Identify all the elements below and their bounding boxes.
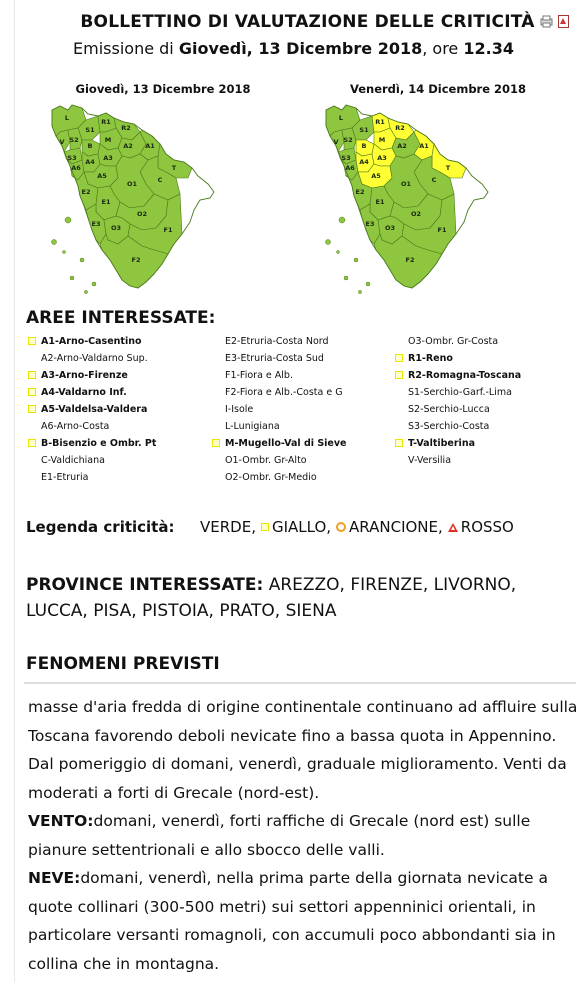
area-item <box>210 350 347 367</box>
island <box>337 251 340 254</box>
island <box>92 282 96 286</box>
yellow-square-icon <box>28 439 36 447</box>
area-label: A3-Arno-Firenze <box>41 370 128 381</box>
legend-items <box>200 518 514 536</box>
area-label: M-Mugello-Val di Sieve <box>225 438 347 449</box>
area-item <box>210 435 347 452</box>
area-item <box>210 452 347 469</box>
zone-label: A5 <box>371 172 381 180</box>
left-map-tuscany <box>40 100 220 300</box>
island <box>63 251 66 254</box>
island <box>52 240 57 245</box>
yellow-square-icon <box>395 371 403 379</box>
zone-label: O3 <box>110 224 122 232</box>
zone-label: F2 <box>131 256 141 264</box>
right-map-date: Venerdì, 14 Dicembre 2018 <box>349 82 527 96</box>
provinces-line <box>26 572 576 624</box>
yellow-square-icon <box>28 388 36 396</box>
emission-prefix: Emissione di <box>73 39 179 58</box>
zone-label: R1 <box>375 118 385 126</box>
page-title: BOLLETTINO DI VALUTAZIONE DELLE CRITICITÀ <box>80 12 535 32</box>
area-item <box>26 418 156 435</box>
area-item <box>210 333 347 350</box>
vento-label: VENTO: <box>28 812 94 830</box>
area-label: E3-Etruria-Costa Sud <box>225 353 324 364</box>
emission-date: Giovedì, 13 Dicembre 2018 <box>178 39 423 58</box>
area-item <box>26 435 156 452</box>
island <box>366 282 370 286</box>
areas-column-3 <box>393 333 521 469</box>
zone-label: S2 <box>69 136 79 144</box>
zone-label: A3 <box>377 154 387 162</box>
area-item <box>26 367 156 384</box>
emission-mid: , ore <box>422 39 464 58</box>
phenomena-text <box>28 693 580 978</box>
zone-label: A2 <box>397 142 407 150</box>
zone-label: A1 <box>145 142 155 150</box>
legend-rosso: ROSSO <box>460 518 514 536</box>
zone-label: E1 <box>101 198 111 206</box>
area-item <box>26 469 156 486</box>
zone-label: S1 <box>85 126 95 134</box>
zone-label: B <box>361 142 367 150</box>
area-label: O1-Ombr. Gr-Alto <box>225 455 307 466</box>
area-label: B-Bisenzio e Ombr. Pt <box>41 438 157 449</box>
zone-label: R2 <box>395 124 405 132</box>
area-item <box>210 418 347 435</box>
areas-heading: AREE INTERESSATE: <box>26 308 216 328</box>
area-label: V-Versilia <box>408 455 452 466</box>
right-map-tuscany <box>314 100 494 300</box>
yellow-square-icon <box>28 405 36 413</box>
zone-label: O1 <box>126 180 138 188</box>
vento-paragraph <box>28 807 580 864</box>
zone-label: A3 <box>103 154 113 162</box>
zone-label: B <box>87 142 93 150</box>
emission-line <box>0 39 587 58</box>
zone-label: A4 <box>359 158 369 166</box>
phenomena-intro: masse d'aria fredda di origine continentale continuano ad affluire sulla Toscana favorendo deboli nevicate fino a bassa quota in Appennino. Dal pomeriggio di domani, venerdì, graduale miglioramento. Venti da moderati a forti di Grecale (nord-est). <box>28 698 578 802</box>
area-item <box>393 333 521 350</box>
zone-label: E3 <box>91 220 101 228</box>
island <box>84 290 87 293</box>
area-label: A1-Arno-Casentino <box>41 336 142 347</box>
neve-paragraph <box>28 864 580 978</box>
zone-label: A2 <box>123 142 133 150</box>
zone-label: A4 <box>85 158 95 166</box>
area-item <box>210 367 347 384</box>
zone-label: R2 <box>121 124 131 132</box>
area-item <box>26 384 156 401</box>
area-item <box>210 384 347 401</box>
zone-label: L <box>64 114 70 122</box>
divider <box>24 682 576 684</box>
yellow-square-icon <box>261 523 269 531</box>
zone-label: F1 <box>437 226 447 234</box>
yellow-square-icon <box>395 439 403 447</box>
zone-label: F1 <box>163 226 173 234</box>
area-label: S1-Serchio-Garf.-Lima <box>408 387 512 398</box>
zone-label: A6 <box>345 164 355 172</box>
zone-label: S3 <box>67 154 77 162</box>
zone-label: F2 <box>405 256 415 264</box>
left-map-date: Giovedì, 13 Dicembre 2018 <box>75 82 251 96</box>
zone-label: C <box>157 176 163 184</box>
red-triangle-icon <box>448 523 458 532</box>
yellow-square-icon <box>212 439 220 447</box>
island <box>80 258 84 262</box>
area-label: A6-Arno-Costa <box>41 421 110 432</box>
island <box>354 258 358 262</box>
zone-label: E3 <box>365 220 375 228</box>
zone-label: C <box>431 176 437 184</box>
area-item <box>393 384 521 401</box>
zone-label: A1 <box>419 142 429 150</box>
area-item <box>210 469 347 486</box>
zone-label: V <box>333 138 339 146</box>
zone-label: A5 <box>97 172 107 180</box>
area-item <box>210 401 347 418</box>
zone-label: O2 <box>136 210 148 218</box>
zone-label: S2 <box>343 136 353 144</box>
zone-label: S3 <box>341 154 351 162</box>
zone-label: A6 <box>71 164 81 172</box>
area-item <box>393 452 521 469</box>
area-label: A4-Valdarno Inf. <box>41 387 127 398</box>
zone-label: L <box>338 114 344 122</box>
area-label: F2-Fiora e Alb.-Costa e G <box>225 387 343 398</box>
island <box>344 276 348 280</box>
areas-column-1 <box>26 333 156 486</box>
phenomena-heading: FENOMENI PREVISTI <box>26 654 220 674</box>
area-label: A2-Arno-Valdarno Sup. <box>41 353 148 364</box>
legend-verde: VERDE, <box>200 518 256 536</box>
vento-text: domani, venerdì, forti raffiche di Grecale (nord est) sulle pianure settentrionali e allo sbocco delle valli. <box>28 812 531 859</box>
area-label: C-Valdichiana <box>41 455 105 466</box>
area-item <box>393 435 521 452</box>
area-label: L-Lunigiana <box>225 421 280 432</box>
areas-column-2 <box>210 333 347 486</box>
area-label: R1-Reno <box>408 353 453 364</box>
area-item <box>393 367 521 384</box>
area-label: A5-Valdelsa-Valdera <box>41 404 148 415</box>
island <box>70 276 74 280</box>
zone-label: M <box>104 136 112 144</box>
zone-label: E2 <box>355 188 365 196</box>
area-label: T-Valtiberina <box>408 438 475 449</box>
area-label: O3-Ombr. Gr-Costa <box>408 336 499 347</box>
area-label: I-Isole <box>225 404 254 415</box>
area-label: S2-Serchio-Lucca <box>408 404 490 415</box>
neve-label: NEVE: <box>28 869 81 887</box>
zone-label: O1 <box>400 180 412 188</box>
area-item <box>393 350 521 367</box>
yellow-square-icon <box>395 354 403 362</box>
zone-label: O2 <box>410 210 422 218</box>
area-label: F1-Fiora e Alb. <box>225 370 293 381</box>
provinces-list: AREZZO, FIRENZE, LIVORNO, LUCCA, PISA, PISTOIA, PRATO, SIENA <box>26 575 517 621</box>
legend-giallo: GIALLO, <box>271 518 332 536</box>
area-label: E2-Etruria-Costa Nord <box>225 336 329 347</box>
area-label: S3-Serchio-Costa <box>408 421 490 432</box>
zone-label: E2 <box>81 188 91 196</box>
yellow-square-icon <box>28 371 36 379</box>
zone-label: R1 <box>101 118 111 126</box>
orange-circle-icon <box>336 522 346 532</box>
zone-label: V <box>59 138 65 146</box>
zone-label: T <box>171 164 177 172</box>
legend-arancione: ARANCIONE, <box>349 518 443 536</box>
yellow-square-icon <box>28 337 36 345</box>
page-border <box>14 0 15 982</box>
island <box>326 240 331 245</box>
area-item <box>26 401 156 418</box>
area-item <box>393 418 521 435</box>
zone-label: S1 <box>359 126 369 134</box>
emission-time: 12.34 <box>463 39 514 58</box>
area-item <box>26 333 156 350</box>
zone-label: O3 <box>384 224 396 232</box>
area-label: R2-Romagna-Toscana <box>408 370 522 381</box>
area-item <box>393 401 521 418</box>
neve-text: domani, venerdì, nella prima parte della giornata nevicate a quote collinari (300-500 metri) sui settori appenninici orientali, in particolare versanti romagnoli, con accumuli poco abbondanti sia in collina che in montagna. <box>28 869 556 973</box>
area-item <box>26 452 156 469</box>
area-item <box>26 350 156 367</box>
area-label: E1-Etruria <box>41 472 89 483</box>
zone-label: E1 <box>375 198 385 206</box>
zone-label: M <box>378 136 386 144</box>
provinces-label: PROVINCE INTERESSATE: <box>26 575 264 595</box>
zone-label: T <box>445 164 451 172</box>
legend-label: Legenda criticità: <box>26 518 175 536</box>
area-label: O2-Ombr. Gr-Medio <box>225 472 317 483</box>
island <box>358 290 361 293</box>
island <box>339 217 345 223</box>
island <box>65 217 71 223</box>
